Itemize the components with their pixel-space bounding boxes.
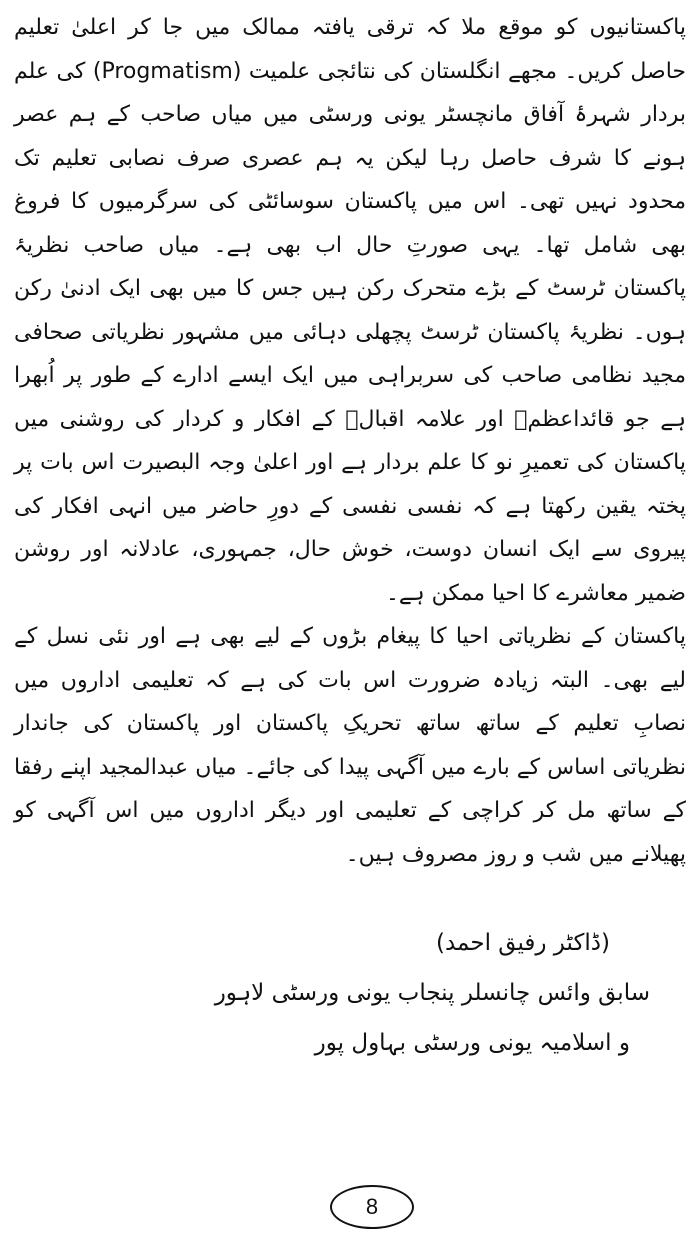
page-number-oval <box>330 1185 414 1229</box>
body-text <box>14 6 686 876</box>
paragraph-2: پاکستان کے نظریاتی احیا کا پیغام بڑوں کے لیے بھی ہے اور نئی نسل کے لیے بھی۔ البتہ زیادہ ضرورت اس بات کی ہے کہ تعلیمی اداروں میں نصابِ تعلیم کے ساتھ ساتھ تحریکِ پاکستان اور پاکستان کی جاندار نظریاتی اساس کے بارے میں آگہی پیدا کی جائے۔ میاں عبدالمجید اپنے رفقا کے ساتھ مل کر کراچی کے تعلیمی اور دیگر اداروں میں اس آگہی کو پھیلانے میں شب و روز مصروف ہیں۔ <box>14 624 686 867</box>
author-name: (ڈاکٹر رفیق احمد) <box>436 930 610 956</box>
author-title-line-1: سابق وائس چانسلر پنجاب یونی ورسٹی لاہور <box>214 980 650 1006</box>
signature-block <box>200 918 650 1068</box>
page-number: 8 <box>365 1194 379 1219</box>
author-title-line-2: و اسلامیہ یونی ورسٹی بہاول پور <box>314 1030 630 1056</box>
paragraph-1: پاکستانیوں کو موقع ملا کہ ترقی یافتہ ممالک میں جا کر اعلیٰ تعلیم حاصل کریں۔ مجھے انگلستان کی نتائجی علمیت (Progmatism) کی علم بردار شہرۂ آفاق مانچسٹر یونی ورسٹی میں میاں صاحب کے ہم عصر ہونے کا شرف حاصل رہا لیکن یہ ہم عصری صرف نصابی تعلیم تک محدود نہیں تھی۔ اس میں پاکستان سوسائٹی کی سرگرمیوں کا فروغ بھی شامل تھا۔ یہی صورتِ حال اب بھی ہے۔ میاں صاحب نظریۂ پاکستان ٹرسٹ کے بڑے متحرک رکن ہیں جس کا میں بھی ایک ادنیٰ رکن ہوں۔ نظریۂ پاکستان ٹرسٹ پچھلی دہائی میں مشہور نظریاتی صحافی مجید نظامی صاحب کی سربراہی میں ایک ایسے ادارے کے طور پر اُبھرا ہے جو قائداعظمؒ اور علامہ اقبالؒ کے افکار و کردار کی روشنی میں پاکستان کی تعمیرِ نو کا علم بردار ہے اور اعلیٰ وجہ البصیرت اس بات پر پختہ یقین رکھتا ہے کہ نفسی نفسی کے دورِ حاضر میں انہی افکار کی پیروی سے ایک انسان دوست، خوش حال، جمہوری، عادلانہ اور روشن ضمیر معاشرے کا احیا ممکن ہے۔ <box>14 15 687 606</box>
